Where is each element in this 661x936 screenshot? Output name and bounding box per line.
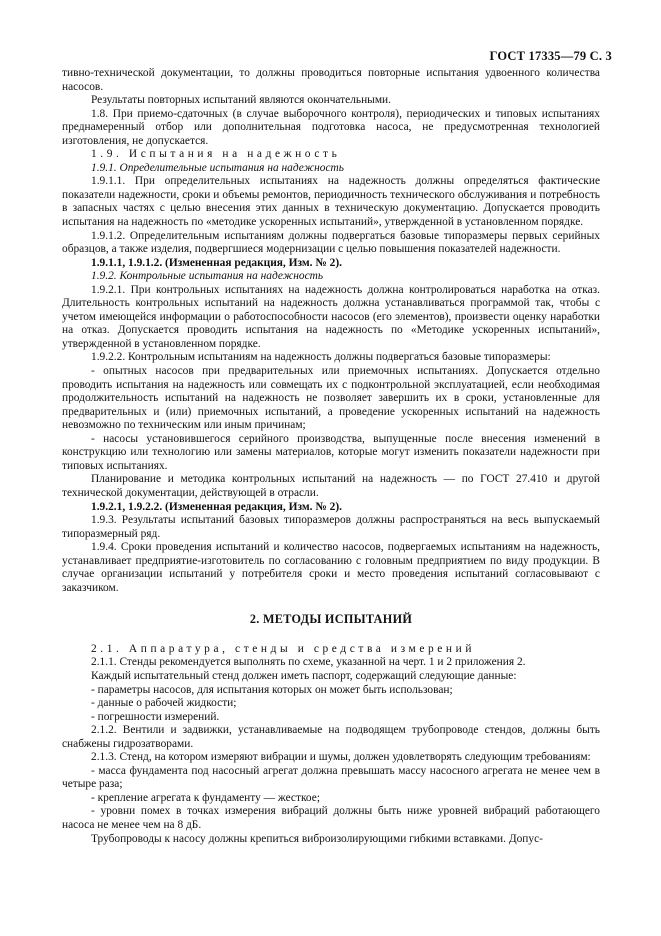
paragraph-1-9-2-1: 1.9.2.1. При контрольных испытаниях на надежность должна контролироваться наработка на отказ. Длительность контрольных испытаний на надежность должна устанавливаться программой так, чтобы с учетом имеющейся информации о работоспособности насосов (его элементов), произвести оценку наработки на отказ. Допускается проводить испытания на надежность по «Методике ускоренных испытаний», утвержденной в установленном порядке.: [62, 283, 600, 350]
document-body: [62, 67, 600, 846]
list-item-foundation-mass: - масса фундамента под насосный агрегат должна превышать массу насосного агрегата не менее чем в четыре раза;: [62, 764, 600, 791]
running-header: ГОСТ 17335—79 С. 3: [489, 49, 612, 63]
paragraph-1-9-3: 1.9.3. Результаты испытаний базовых типоразмеров должны распространяться на весь выпускаемый типоразмерный ряд.: [62, 514, 600, 540]
paragraph-passport: Каждый испытательный стенд должен иметь паспорт, содержащий следующие данные:: [91, 669, 517, 682]
amendment-note-2: 1.9.2.1, 1.9.2.2. (Измененная редакция, Изм. № 2).: [91, 500, 342, 513]
heading-1-9-2: 1.9.2. Контрольные испытания на надежность: [91, 270, 324, 283]
heading-1-9-1: 1.9.1. Определительные испытания на надежность: [91, 161, 344, 174]
paragraph-1-8: 1.8. При приемо-сдаточных (в случае выборочного контроля), периодических и типовых испытаниях преднамеренный отбор или дополнительная подготовка насоса, не предусмотренная технологией изготовления, не допускается.: [62, 107, 600, 147]
paragraph-1-9-1-1: 1.9.1.1. При определительных испытаниях на надежность должны определяться фактические показатели надежности, сроки и объемы ремонтов, периодичность технического обслуживания и потребность в запасных частях с целью внесения этих данных в техническую документацию. Допускается проводить испытания на надежность по «методике ускоренных испытаний», утвержденной в установленном порядке.: [62, 175, 600, 229]
paragraph-2-1-3: 2.1.3. Стенд, на котором измеряют вибрации и шумы, должен удовлетворять следующим требованиям:: [91, 751, 591, 764]
heading-2-1: 2.1. Аппаратура, стенды и средства измерений: [91, 642, 476, 655]
paragraph-repeat-results: Результаты повторных испытаний являются окончательными.: [91, 94, 391, 107]
paragraph-1-9-1-2: 1.9.1.2. Определительным испытаниям должны подвергаться базовые типоразмеры первых серийных образцов, а также изделия, подвергшиеся модернизации с целью повышения показателей надежности.: [62, 229, 600, 256]
paragraph-2-1-1: 2.1.1. Стенды рекомендуется выполнять по схеме, указанной на черт. 1 и 2 приложения 2.: [91, 656, 526, 669]
heading-1-9: 1.9. Испытания на надежность: [91, 148, 341, 161]
paragraph-1-9-2-2: 1.9.2.2. Контрольным испытаниям на надежность должны подвергаться базовые типоразмеры:: [91, 351, 551, 364]
paragraph-continuation: тивно-технической документации, то должны проводиться повторные испытания удвоенного количества насосов.: [62, 67, 600, 93]
list-item-prototype-pumps: - опытных насосов при предварительных или приемочных испытаниях. Допускается отдельно проводить испытания на надежность или совмещать их с подконтрольной эксплуатацией, если необходимая продолжительность испытаний на надежность не позволяет завершить их в сроки, установленные для предварительных и (или) приемочных испытаний, а проведение ускоренных испытаний на надежность невозможно по техническим или иным причинам;: [62, 365, 600, 432]
amendment-note-1: 1.9.1.1, 1.9.1.2. (Измененная редакция, Изм. № 2).: [91, 256, 342, 269]
list-item-noise-levels: - уровни помех в точках измерения вибраций должны быть ниже уровней вибраций работающего насоса не менее чем на 8 дБ.: [62, 805, 600, 831]
list-item-measurement-errors: - погрешности измерений.: [91, 710, 220, 723]
list-item-fluid-data: - данные о рабочей жидкости;: [91, 697, 237, 710]
paragraph-pipelines: Трубопроводы к насосу должны крепиться виброизолирующими гибкими вставками. Допус-: [91, 832, 543, 845]
paragraph-1-9-4: 1.9.4. Сроки проведения испытаний и количество насосов, подвергаемых испытаниям на надежность, устанавливает предприятие-изготовитель по согласованию с головным предприятием по виду продукции. В случае организации испытаний у потребителя сроки и место проведения испытаний согласовывают с заказчиком.: [62, 541, 600, 594]
list-item-pump-parameters: - параметры насосов, для испытания которых он может быть использован;: [91, 683, 453, 696]
list-item-serial-pumps: - насосы установившегося серийного производства, выпущенные после внесения изменений в конструкцию или технологию или замены материалов, которые могут изменить показатели надежности при типовых испытаниях.: [62, 432, 600, 472]
list-item-mounting: - крепление агрегата к фундаменту — жесткое;: [91, 791, 320, 804]
paragraph-planning: Планирование и методика контрольных испытаний на надежность — по ГОСТ 27.410 и другой технической документации, действующей в отрасли.: [62, 473, 600, 499]
section-2-title: 2. МЕТОДЫ ИСПЫТАНИЙ: [249, 612, 413, 627]
paragraph-2-1-2: 2.1.2. Вентили и задвижки, устанавливаемые на подводящем трубопроводе стендов, должны быть снабжены гидрозатворами.: [62, 724, 600, 750]
